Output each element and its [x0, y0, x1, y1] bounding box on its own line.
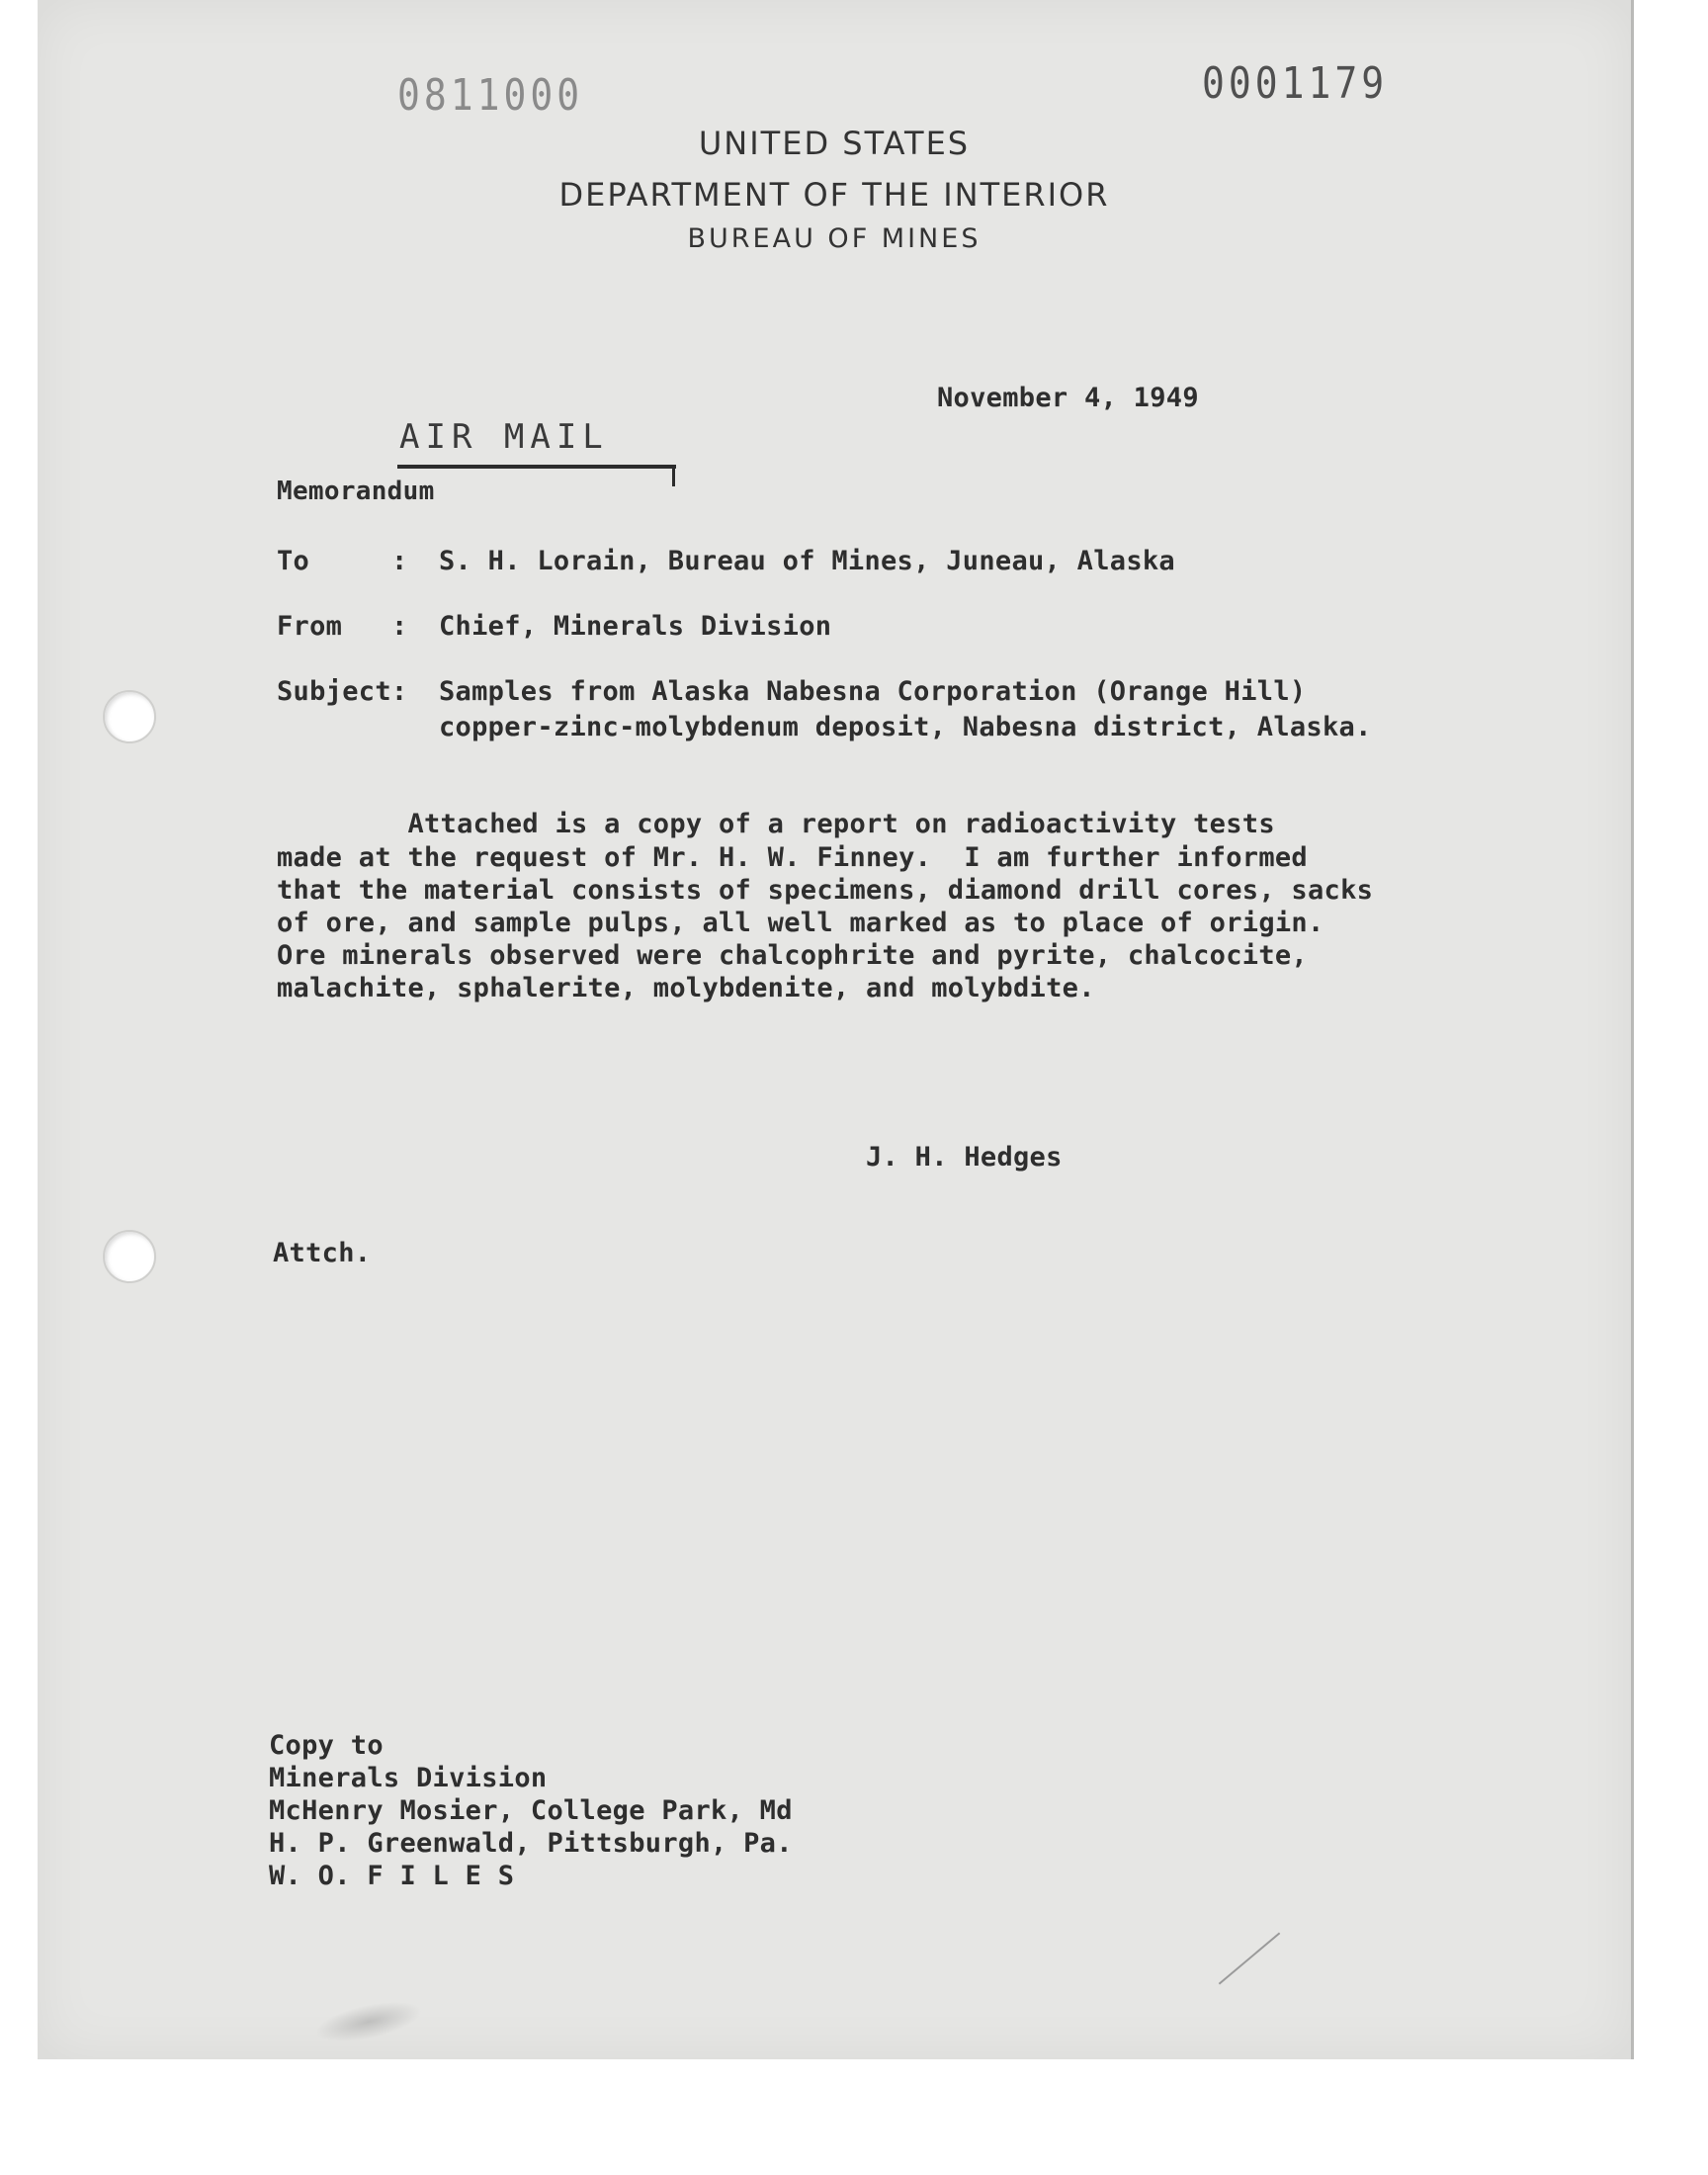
letterhead-line-3: BUREAU OF MINES — [687, 223, 982, 254]
punch-hole-bottom — [103, 1230, 156, 1283]
to-label: To — [277, 546, 310, 576]
to-value: S. H. Lorain, Bureau of Mines, Juneau, Alaska — [439, 546, 1175, 576]
memorandum-label: Memorandum — [277, 477, 435, 506]
document-page — [38, 0, 1634, 2062]
body-line: malachite, sphalerite, molybdenite, and molybdite. — [277, 973, 1095, 1003]
body-line: Ore minerals observed were chalcophrite and pyrite, chalcocite, — [277, 940, 1308, 971]
stamp-number-right: 0001179 — [1202, 57, 1389, 109]
signature-name: J. H. Hedges — [866, 1142, 1063, 1173]
subject-line-1: Samples from Alaska Nabesna Corporation (Orange Hill) — [439, 676, 1307, 707]
from-colon: : — [391, 611, 408, 642]
copy-to-line: Copy to — [269, 1730, 384, 1761]
copy-to-line: W. O. F I L E S — [269, 1861, 515, 1891]
air-mail-stamp: AIR MAIL — [399, 417, 609, 457]
scan-margin-bottom — [0, 2059, 1708, 2175]
body-line: made at the request of Mr. H. W. Finney. I am further informed — [277, 842, 1308, 873]
punch-hole-top — [103, 690, 156, 743]
copy-to-line: McHenry Mosier, College Park, Md — [269, 1795, 793, 1826]
subject-label: Subject: — [277, 676, 408, 707]
subject-line-2: copper-zinc-molybdenum deposit, Nabesna district, Alaska. — [439, 712, 1372, 742]
letterhead-line-2: DEPARTMENT OF THE INTERIOR — [558, 176, 1110, 214]
attachment-note: Attch. — [273, 1238, 372, 1268]
air-mail-underline — [397, 465, 676, 469]
air-mail-underline-tick — [672, 465, 675, 486]
letterhead-line-1: UNITED STATES — [698, 125, 971, 162]
from-label: From — [277, 611, 343, 642]
pencil-mark — [1219, 1933, 1281, 1985]
from-value: Chief, Minerals Division — [439, 611, 832, 642]
body-line: Attached is a copy of a report on radioactivity tests — [277, 809, 1275, 839]
body-line: of ore, and sample pulps, all well marked as to place of origin. — [277, 908, 1324, 938]
ink-smudge — [312, 1994, 426, 2049]
memo-date: November 4, 1949 — [937, 383, 1199, 413]
body-line: that the material consists of specimens, diamond drill cores, sacks — [277, 875, 1374, 906]
to-colon: : — [391, 546, 408, 576]
stamp-number-left: 0811000 — [397, 69, 584, 121]
copy-to-line: Minerals Division — [269, 1763, 548, 1793]
copy-to-line: H. P. Greenwald, Pittsburgh, Pa. — [269, 1828, 793, 1859]
